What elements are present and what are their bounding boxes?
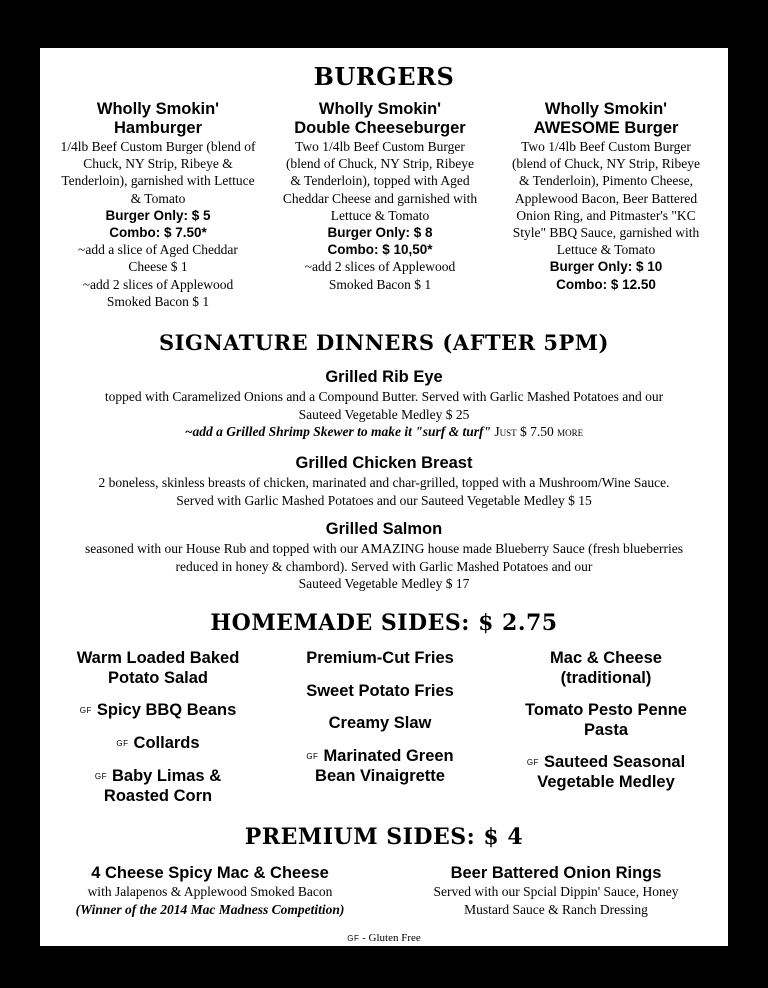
gluten-free-mark: GF [79, 706, 92, 715]
dinner-description: Sauteed Vegetable Medley $ 25 [298, 406, 470, 422]
side-item: Mac & Cheese (traditional) [550, 649, 662, 687]
side-item [508, 753, 704, 792]
gluten-free-footnote [40, 932, 728, 944]
homemade-sides-heading: HOMEMADE SIDES: $ 2.75 [210, 610, 558, 636]
dinner-description: topped with Caramelized Onions and a Compound Butter. Served with Garlic Mashed Potatoes and our [104, 389, 664, 404]
burger-addon: ~add 2 slices of Applewood Smoked Bacon $ 1 [304, 259, 456, 292]
side-item-label: Baby Limas & Roasted Corn [103, 767, 222, 805]
gluten-free-mark: GF [94, 772, 107, 781]
side-item-label: Marinated Green Bean Vinaigrette [315, 747, 454, 785]
burgers-heading: BURGERS [313, 62, 455, 91]
side-item: Creamy Slaw [328, 714, 432, 732]
dinner-description: 2 boneless, skinless breasts of chicken, marinated and char-grilled, topped with a Mushroom/Wine Sauce. [98, 475, 670, 490]
burger-name: Wholly Smokin' [318, 100, 442, 118]
premium-side-name: 4 Cheese Spicy Mac & Cheese [91, 864, 329, 882]
burger-only-price: Burger Only: $ 10 [549, 259, 663, 275]
gluten-free-mark: GF [526, 758, 539, 767]
burger-addon: ~add 2 slices of Applewood Smoked Bacon $ 1 [82, 276, 234, 309]
burger-only-price: Burger Only: $ 8 [327, 225, 433, 241]
burger-name: Hamburger [113, 119, 203, 137]
burger-item-awesome-burger [508, 100, 704, 293]
burger-description: Two 1/4lb Beef Custom Burger (blend of Chuck, NY Strip, Ribeye & Tenderloin), topped with Aged Cheddar Cheese and garnished with Lettuce & Tomato [282, 139, 478, 223]
combo-price: Combo: $ 12.50 [556, 276, 656, 292]
burger-name: Wholly Smokin' [96, 100, 220, 118]
side-item-label: Sauteed Seasonal Vegetable Medley [537, 753, 686, 791]
dinner-description: seasoned with our House Rub and topped with our AMAZING house made Blueberry Sauce (fresh blueberries [85, 541, 683, 556]
burger-addon: ~add a slice of Aged Cheddar Cheese $ 1 [78, 242, 238, 275]
dinner-addon [40, 423, 728, 441]
side-item: Warm Loaded Baked Potato Salad [76, 649, 240, 687]
premium-side-name: Beer Battered Onion Rings [450, 864, 662, 882]
side-item: Premium-Cut Fries [306, 649, 454, 667]
burger-description: Two 1/4lb Beef Custom Burger (blend of Chuck, NY Strip, Ribeye & Tenderloin), Pimento Cheese, Applewood Bacon, Beer Battered Onion Ring, and Pitmaster's "KC Style" BBQ Sauce, garnished with Lettuce & Tomato [511, 139, 701, 258]
dinner-name: Grilled Salmon [325, 520, 443, 538]
dinner-description: Sauteed Vegetable Medley $ 17 [298, 576, 470, 591]
dinner-item-chicken-breast [40, 452, 728, 509]
premium-side-description: Served with our Spcial Dippin' Sauce, Honey [433, 884, 679, 899]
dinner-name: Grilled Chicken Breast [295, 454, 473, 472]
burger-name: AWESOME Burger [533, 119, 679, 137]
premium-side-onion-rings [396, 863, 716, 918]
burger-name: Wholly Smokin' [544, 100, 668, 118]
dinner-item-salmon [40, 518, 728, 593]
premium-sides-heading: PREMIUM SIDES: $ 4 [244, 824, 524, 850]
premium-side-award: (Winner of the 2014 Mac Madness Competition) [75, 901, 345, 917]
gluten-free-mark: GF [306, 752, 319, 761]
gluten-free-mark: GF [116, 739, 129, 748]
burger-description: 1/4lb Beef Custom Burger (blend of Chuck, NY Strip, Ribeye & Tenderloin), garnished with Lettuce & Tomato [60, 139, 256, 206]
dinner-item-rib-eye [40, 366, 728, 441]
side-item [60, 701, 256, 721]
burger-item-hamburger [60, 100, 256, 310]
dinner-addon-text: ~add a Grilled Shrimp Skewer to make it "surf & turf" [184, 424, 492, 439]
dinner-name: Grilled Rib Eye [325, 368, 443, 386]
premium-side-mac-cheese [50, 863, 370, 918]
gluten-free-mark: GF [347, 934, 360, 943]
side-item [80, 767, 236, 806]
side-item-label: Spicy BBQ Beans [96, 701, 237, 719]
combo-price: Combo: $ 7.50* [109, 225, 207, 241]
combo-price: Combo: $ 10,50* [327, 242, 433, 258]
dinner-addon-price: Just $ 7.50 more [491, 424, 584, 439]
side-item: Tomato Pesto Penne Pasta [525, 701, 687, 739]
dinner-description: reduced in honey & chambord). Served with Garlic Mashed Potatoes and our [175, 558, 593, 574]
premium-side-description: with Jalapenos & Applewood Smoked Bacon [87, 884, 333, 899]
burger-item-double-cheeseburger [282, 100, 478, 293]
footnote-text: - Gluten Free [359, 932, 421, 944]
dinners-heading: SIGNATURE DINNERS (AFTER 5PM) [159, 330, 609, 355]
burger-name: Double Cheeseburger [294, 119, 466, 137]
side-item: Sweet Potato Fries [306, 682, 454, 700]
side-item [292, 747, 468, 786]
side-item [60, 734, 256, 754]
premium-side-description: Mustard Sauce & Ranch Dressing [464, 901, 648, 917]
burger-only-price: Burger Only: $ 5 [105, 207, 211, 223]
dinner-description: Served with Garlic Mashed Potatoes and our Sauteed Vegetable Medley $ 15 [176, 492, 592, 508]
menu-page [40, 48, 728, 946]
side-item-label: Collards [133, 734, 200, 752]
